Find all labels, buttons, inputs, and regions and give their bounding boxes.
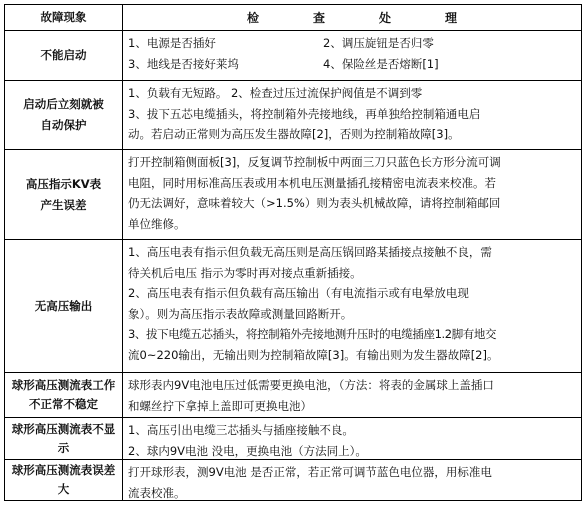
handling-line: 3、拔下五芯电缆插头，将控制箱外壳接地线，再单独给控制箱通电启 <box>128 106 481 121</box>
check-item: 1、电源是否插好 <box>128 36 216 50</box>
check-item: 2、调压旋钮是否归零 <box>323 36 434 50</box>
symptom-text: 启动后立刻就被自动保护 <box>23 97 104 132</box>
table-row <box>5 30 581 80</box>
handling-cell <box>123 31 581 80</box>
header-symptom: 故障现象 <box>5 5 123 30</box>
symptom-text: 高压指示KV表产生误差 <box>25 176 102 212</box>
handling-cell <box>123 150 581 239</box>
table-row <box>5 80 581 149</box>
handling-cell <box>123 418 581 459</box>
header-char: 检 <box>246 11 259 25</box>
symptom-cell <box>5 418 123 459</box>
header-handling <box>123 5 581 30</box>
header-char: 理 <box>444 11 457 25</box>
symptom-cell: 不能启动 <box>5 31 123 80</box>
handling-line: 仍无法调好，意味着较大（>1.5%）则为表头机械故障，请将控制箱邮回 <box>128 196 501 210</box>
table-row <box>5 372 581 417</box>
handling-line: 2、高压电表有指示但负载有高压输出（有电流指示或有电晕放电现 <box>128 286 469 300</box>
handling-line: 电阻，同时用标准高压表或用本机电压测量插孔接精密电流表来校准。若 <box>128 175 496 190</box>
symptom-cell <box>5 373 123 417</box>
table-row <box>5 239 581 372</box>
handling-line: 1、高压电表有指示但负载无高压则是高压锅回路某插接点接触不良，需 <box>128 245 492 259</box>
handling-cell <box>123 81 581 149</box>
handling-line: 象）。则为高压指示表故障或测量回路断开。 <box>128 306 353 321</box>
symptom-cell <box>5 81 123 149</box>
handling-line: 和螺丝拧下拿掉上盖即可更换电池） <box>128 398 312 413</box>
handling-line: 待关机后电压 指示为零时再对接点重新插接。 <box>128 265 362 280</box>
handling-line: 1、负载有无短路。 2、检查过压过流保护阀值是不调到零 <box>128 86 423 100</box>
handling-cell <box>123 240 581 372</box>
header-row <box>5 5 581 30</box>
handling-line: 单位维修。 <box>128 216 186 231</box>
symptom-cell: 无高压输出 <box>5 240 123 372</box>
handling-line: 流0~220输出，无输出则为控制箱故障[3]。有输出则为发生器故障[2]。 <box>128 347 499 362</box>
symptom-text: 球形高压测流表工作不正常不稳定 <box>11 378 116 411</box>
handling-line: 流表校准。 <box>128 485 186 500</box>
header-char: 查 <box>312 11 325 25</box>
header-char: 处 <box>378 11 391 25</box>
handling-cell <box>123 460 581 500</box>
handling-line: 打开控制箱侧面板[3]，反复调节控制板中两面三刀只蓝色长方形分流可调 <box>128 155 501 169</box>
handling-cell <box>123 373 581 417</box>
handling-line: 动。若启动正常则为高压发生器故障[2]，否则为控制箱故障[3]。 <box>128 127 460 141</box>
table-row <box>5 149 581 239</box>
handling-line: 打开球形表，测9V电池 是否正常，若正常可调节蓝色电位器，用标准电 <box>128 465 492 479</box>
symptom-text: 球形高压测流表不显示 <box>11 421 116 455</box>
symptom-text: 球形高压测流表误差大 <box>11 463 116 496</box>
symptom-cell <box>5 460 123 500</box>
handling-line: 球形表内9V电池电压过低需要更换电池，（方法：将表的金属球上盖插口 <box>128 378 494 392</box>
fault-table <box>4 4 582 501</box>
symptom-cell <box>5 150 123 239</box>
table-row <box>5 417 581 459</box>
table-row <box>5 459 581 500</box>
handling-line: 2、球内9V电池 没电，更换电池（方法同上）。 <box>128 443 367 458</box>
check-item: 4、保险丝是否熔断[1] <box>323 56 439 71</box>
check-item: 3、地线是否接好莱坞 <box>128 56 239 71</box>
handling-line: 1、高压引出电缆三芯插头与插座接触不良。 <box>128 423 354 437</box>
handling-line: 3、拔下电缆五芯插头，将控制箱外壳接地测升压时的电缆插座1.2脚有地交 <box>128 327 497 341</box>
